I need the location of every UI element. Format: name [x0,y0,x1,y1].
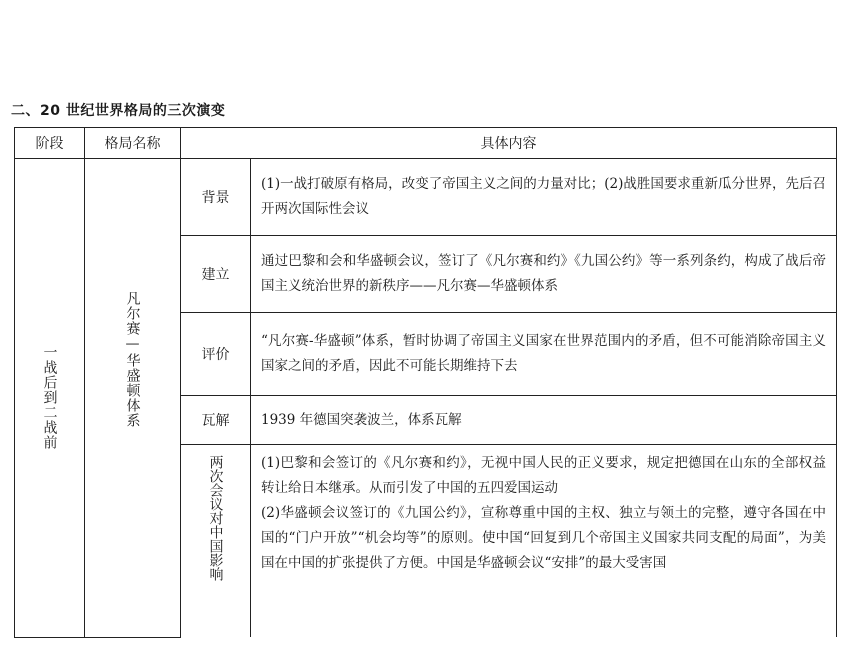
stage-cell [15,159,85,638]
table-row [15,159,837,236]
header-stage: 阶段 [15,128,85,159]
table-header-row [15,128,837,159]
row-content: 1939 年德国突袭波兰，体系瓦解 [251,396,837,445]
row-label: 评价 [181,313,251,396]
header-content: 具体内容 [181,128,837,159]
row-label: 背景 [181,159,251,236]
row-label: 两次会议对中国影响 [207,455,224,581]
stage-text: 一战后到二战前 [41,345,58,451]
pattern-name-text: 凡尔赛—华盛顿体系 [124,291,141,428]
row-label: 瓦解 [181,396,251,445]
pattern-name-cell [85,159,181,638]
section-title: 二、20 世纪世界格局的三次演变 [11,103,226,119]
row-content-part-2: (2)华盛顿会议签订的《九国公约》，宣称尊重中国的主权、独立与领土的完整，遵守各国在中国的“门户开放”“机会均等”的原则。使中国“回复到几个帝国主义国家共同支配的局面”，为美国在中国的扩张提供了方便。中国是华盛顿会议“安排”的最大受害国 [261,505,826,571]
row-content: “凡尔赛-华盛顿”体系，暂时协调了帝国主义国家在世界范围内的矛盾，但不可能消除帝国主义国家之间的矛盾，因此不可能长期维持下去 [251,313,837,396]
row-label: 建立 [181,236,251,313]
row-content-part-1: (1)巴黎和会签订的《凡尔赛和约》，无视中国人民的正义要求，规定把德国在山东的全部权益转让给日本继承。从而引发了中国的五四爱国运动 [261,455,826,496]
row-content [251,445,837,638]
row-content: (1)一战打破原有格局，改变了帝国主义之间的力量对比；(2)战胜国要求重新瓜分世界，先后召开两次国际性会议 [251,159,837,236]
row-content: 通过巴黎和会和华盛顿会议，签订了《凡尔赛和约》《九国公约》等一系列条约，构成了战后帝国主义统治世界的新秩序——凡尔赛—华盛顿体系 [251,236,837,313]
row-label-cell [181,445,251,638]
history-table [14,127,837,638]
header-pattern-name: 格局名称 [85,128,181,159]
